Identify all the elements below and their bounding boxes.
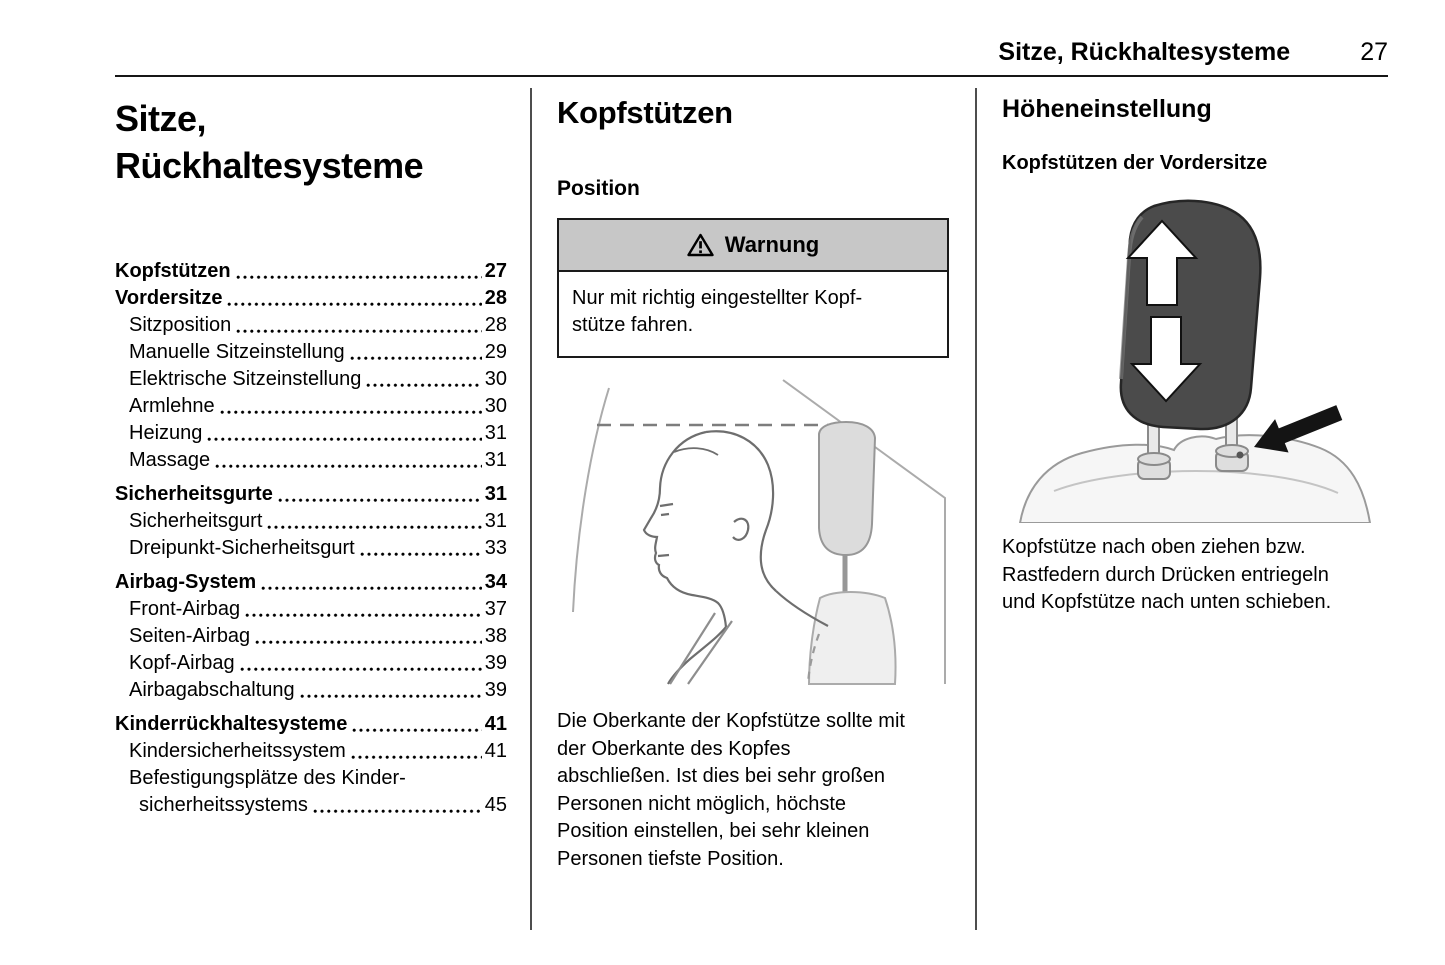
- toc-entry: [115, 596, 507, 623]
- toc-entry-page: 39: [484, 652, 507, 674]
- toc-entry-label: Manuelle Sitzeinstellung: [129, 341, 345, 363]
- chapter-title-line1: Sitze,: [115, 98, 207, 139]
- toc-entry-label: Front-Airbag: [129, 598, 241, 620]
- toc-entry: [115, 535, 507, 562]
- toc-leader-dots: [215, 464, 482, 469]
- toc-leader-dots: [207, 437, 481, 442]
- headrest-adjustment-illustration: [1002, 193, 1392, 523]
- page-header: [115, 38, 1388, 67]
- toc-entry: [115, 312, 507, 339]
- headrest-position-illustration: [557, 376, 949, 686]
- toc-entry-page: 30: [484, 395, 507, 417]
- toc-list: [115, 258, 507, 819]
- toc-entry-page: 37: [484, 598, 507, 620]
- toc-entry-label: Elektrische Sitzeinstellung: [129, 368, 362, 390]
- toc-leader-dots: [245, 613, 482, 618]
- toc-leader-dots: [255, 640, 482, 645]
- section-heading: Kopfstützen: [557, 95, 733, 130]
- figure-seatback: [809, 592, 896, 684]
- toc-entry-page: 41: [484, 740, 507, 762]
- toc-entry-page: 30: [484, 368, 507, 390]
- toc-entry-page: 34: [484, 571, 507, 593]
- warning-title: Warnung: [724, 232, 820, 257]
- toc-entry: [115, 623, 507, 650]
- headrest-shape: [1121, 201, 1261, 429]
- toc-entry-page: 31: [484, 422, 507, 444]
- toc-entry: [115, 765, 507, 792]
- toc-leader-dots: [220, 410, 482, 415]
- toc-leader-dots: [261, 586, 482, 591]
- toc-entry-label: Airbag-System: [115, 571, 257, 593]
- toc-entry-page: 41: [484, 713, 507, 735]
- toc-entry: [115, 258, 507, 285]
- toc-entry: [115, 285, 507, 312]
- toc-entry-page: 39: [484, 679, 507, 701]
- toc-entry: [115, 650, 507, 677]
- toc-entry-label: Airbagabschaltung: [129, 679, 295, 701]
- toc-leader-dots: [350, 356, 482, 361]
- toc-entry: [115, 569, 507, 596]
- header-page-number: 27: [1360, 38, 1388, 66]
- chapter-title-line2: Rückhaltesysteme: [115, 145, 424, 186]
- column-divider-right: [975, 88, 977, 930]
- warning-box: [557, 218, 949, 358]
- toc-entry: [115, 420, 507, 447]
- warning-text: Nur mit richtig eingestellter Kopfstütze fahren.: [572, 287, 863, 336]
- toc-leader-dots: [240, 667, 482, 672]
- seat-top-shape: [1020, 435, 1370, 523]
- column-divider-left: [530, 88, 532, 930]
- toc-entry: [115, 738, 507, 765]
- front-headrest-subheading: Kopfstützen der Vordersitze: [1002, 152, 1268, 174]
- toc-leader-dots: [313, 809, 482, 814]
- toc-entry-page: 31: [484, 510, 507, 532]
- toc-entry-label: Befestigungsplätze des Kinder-: [129, 767, 406, 789]
- toc-entry: [115, 677, 507, 704]
- toc-entry-page: 28: [484, 287, 507, 309]
- toc-entry-label: Kopf-Airbag: [129, 652, 235, 674]
- toc-entry-label: Sicherheitsgurt: [129, 510, 263, 532]
- main-column: [557, 95, 949, 873]
- toc-entry: [115, 508, 507, 535]
- toc-entry-page: 45: [484, 794, 507, 816]
- right-column: [1002, 95, 1392, 617]
- toc-leader-dots: [360, 552, 482, 557]
- toc-entry: [115, 339, 507, 366]
- position-paragraph: Die Oberkante der Kopfstütze sollte mit der Oberkante des Kopfes abschließen. Ist dies bei sehr großen Personen nicht möglich, höchste Position einstellen, bei sehr kleinen Personen tiefste Position.: [557, 710, 905, 870]
- toc-column: [115, 95, 507, 819]
- toc-leader-dots: [351, 755, 482, 760]
- toc-entry: [115, 447, 507, 474]
- toc-entry-label: Seiten-Airbag: [129, 625, 251, 647]
- toc-leader-dots: [300, 694, 482, 699]
- toc-leader-dots: [267, 525, 481, 530]
- header-rule: [115, 75, 1388, 77]
- toc-entry-label: Massage: [129, 449, 211, 471]
- toc-entry-label: Sitzposition: [129, 314, 232, 336]
- toc-entry: [115, 792, 507, 819]
- adjustment-paragraph: Kopfstütze nach oben ziehen bzw. Rastfedern durch Drücken entriegeln und Kopfstütze nach unten schieben.: [1002, 536, 1332, 613]
- chapter-title: [115, 95, 507, 189]
- toc-entry-label: Vordersitze: [115, 287, 223, 309]
- toc-entry-page: 29: [484, 341, 507, 363]
- subsection-heading-position: Position: [557, 177, 640, 200]
- toc-entry: [115, 366, 507, 393]
- header-section-title: Sitze, Rückhaltesysteme: [998, 38, 1291, 66]
- toc-entry-label: sicherheitssystems: [139, 794, 308, 816]
- toc-entry-page: 27: [484, 260, 507, 282]
- toc-leader-dots: [366, 383, 481, 388]
- toc-entry-label: Kopfstützen: [115, 260, 231, 282]
- toc-leader-dots: [278, 498, 482, 503]
- warning-triangle-icon: [687, 233, 714, 257]
- toc-leader-dots: [236, 329, 481, 334]
- toc-entry-label: Dreipunkt-Sicherheitsgurt: [129, 537, 355, 559]
- toc-entry-page: 31: [484, 483, 507, 505]
- height-adjust-heading: Höheneinstellung: [1002, 95, 1212, 123]
- toc-leader-dots: [236, 275, 482, 280]
- toc-entry-page: 38: [484, 625, 507, 647]
- warning-header: [559, 220, 947, 272]
- toc-leader-dots: [352, 728, 481, 733]
- warning-body: [559, 272, 947, 356]
- toc-entry: [115, 393, 507, 420]
- toc-leader-dots: [227, 302, 481, 307]
- toc-entry-label: Armlehne: [129, 395, 215, 417]
- figure-person: [644, 431, 828, 684]
- toc-entry-page: 33: [484, 537, 507, 559]
- release-button: [1237, 452, 1244, 459]
- figure-headrest: [819, 422, 875, 598]
- toc-entry-label: Heizung: [129, 422, 203, 444]
- toc-entry-page: 31: [484, 449, 507, 471]
- toc-entry-label: Kindersicherheitssystem: [129, 740, 346, 762]
- toc-entry-label: Kinderrückhaltesysteme: [115, 713, 348, 735]
- toc-entry: [115, 711, 507, 738]
- toc-entry-page: 28: [484, 314, 507, 336]
- toc-entry: [115, 481, 507, 508]
- toc-entry-label: Sicherheitsgurte: [115, 483, 273, 505]
